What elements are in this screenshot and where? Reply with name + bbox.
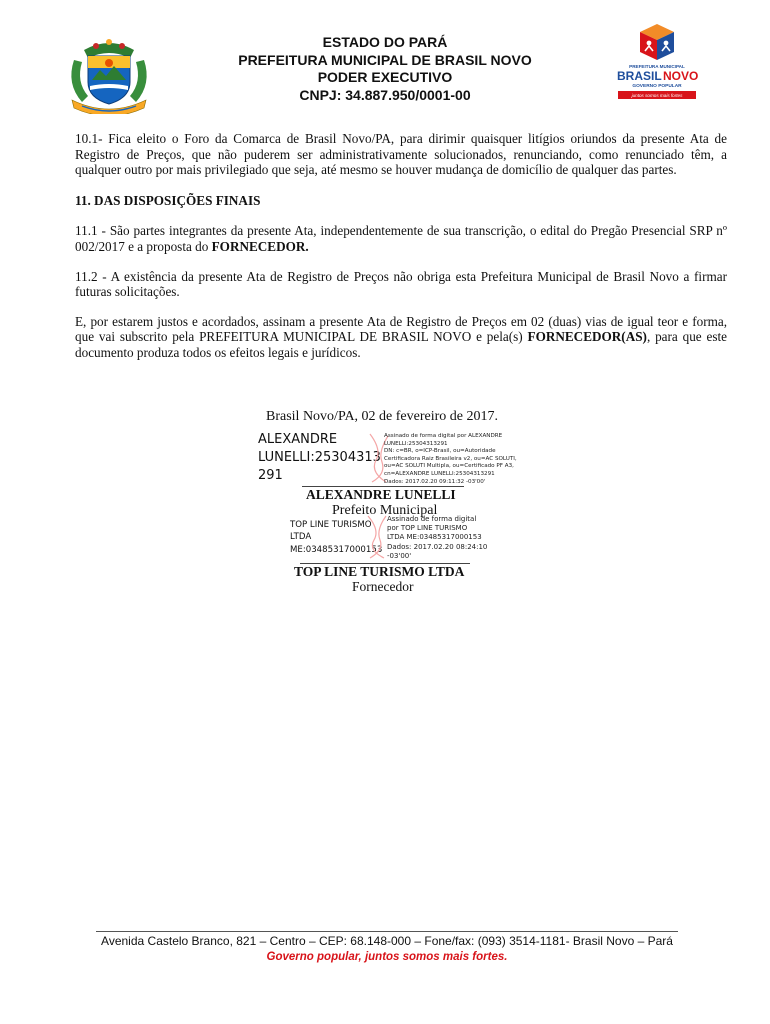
header-poder: PODER EXECUTIVO	[317, 69, 453, 85]
signature-1-detail-line: cn=ALEXANDRE LUNELLI:25304313291	[384, 470, 495, 477]
logo-name-a: BRASIL	[617, 69, 662, 83]
signature-2-signer: TOP LINE TURISMO LTDA	[294, 564, 465, 579]
signature-1-detail-line: Certificadora Raiz Brasileira v2, ou=AC SOLUTI,	[384, 455, 517, 462]
header-state: ESTADO DO PARÁ	[322, 34, 448, 50]
logo-top-text: PREFEITURA MUNICIPAL	[629, 64, 685, 69]
signature-2-role: Fornecedor	[352, 579, 414, 594]
logo-tagline: juntos somos mais fortes	[631, 93, 683, 98]
signature-2-detail-line: LTDA ME:03485317000153	[387, 533, 482, 542]
municipal-crest-icon	[66, 36, 152, 114]
signature-2-detail-line: -03'00'	[387, 551, 412, 560]
footer-address: Avenida Castelo Branco, 821 – Centro – CEP: 68.148-000 – Fone/fax: (093) 3514-1181- Brasil Novo – Pará	[101, 934, 673, 948]
signature-2-name-line: TOP LINE TURISMO	[290, 520, 372, 530]
signature-1-details	[384, 433, 517, 486]
paragraph-11-1-text: 11.1 - São partes integrantes da presente Ata, independentemente de sua transcrição, o edital do Pregão Presencial SRP nº 002/2017 e a proposta do	[75, 223, 727, 254]
document-body	[75, 131, 727, 361]
footer-slogan: Governo popular, juntos somos mais fortes.	[266, 951, 508, 963]
paragraph-closing	[75, 314, 727, 361]
signature-2-detail-line: Assinado de forma digital	[387, 515, 477, 523]
paragraph-closing-text: E, por estarem justos e acordados, assinam a presente Ata de Registro de Preços em 02 (duas) vias de igual teor e forma, que vai subscrito pela PREFEITURA MUNICIPAL DE BRASIL NOVO e pela(s)	[75, 313, 727, 345]
brasil-novo-logo	[612, 22, 702, 102]
signature-2-detail-line: por TOP LINE TURISMO	[387, 524, 468, 533]
paragraph-11-1-bold: FORNECEDOR.	[211, 238, 309, 254]
signature-1-detail-line: Dados: 2017.02.20 09:11:32 -03'00'	[384, 478, 486, 485]
header-prefeitura: PREFEITURA MUNICIPAL DE BRASIL NOVO	[238, 51, 532, 68]
signature-1-name-line: ALEXANDRE	[258, 432, 338, 447]
header-cnpj: CNPJ: 34.887.950/0001-00	[299, 86, 471, 103]
paragraph-closing-bold: FORNECEDOR(AS)	[527, 329, 647, 345]
signature-2-name-line: LTDA	[290, 532, 312, 543]
logo-name-b: NOVO	[663, 69, 699, 83]
footer-divider	[96, 931, 678, 932]
signature-2-name	[290, 519, 382, 556]
signature-1-role: Prefeito Municipal	[332, 503, 438, 518]
signature-1-detail-line: DN: c=BR, o=ICP-Brasil, ou=Autoridade	[384, 448, 496, 455]
signature-1-name-line: LUNELLI:25304313	[258, 450, 381, 465]
signature-1-signer: ALEXANDRE LUNELLI	[306, 487, 456, 502]
signature-1-name-line: 291	[258, 468, 283, 483]
signature-2-details	[387, 515, 497, 561]
paragraph-10-1: 10.1- Fica eleito o Foro da Comarca de Brasil Novo/PA, para dirimir quaisquer litígios oriundos da presente Ata de Registro de Preços, que não puderem ser administrativamente solucionados, renunciando, como renunciado têm, a qualquer outro por mais privilegiado que seja, até mesmo se houver mudança de domicílio de qualquer das partes.	[75, 131, 727, 178]
signature-2-detail-line: Dados: 2017.02.20 08:24:10	[387, 542, 488, 551]
signature-1-detail-line: ou=AC SOLUTI Multipla, ou=Certificado PF A3,	[384, 463, 514, 470]
signature-1-detail-line: Assinado de forma digital por ALEXANDRE	[384, 433, 503, 439]
logo-sub: GOVERNO POPULAR	[632, 84, 682, 89]
document-header	[200, 34, 570, 104]
signature-1-detail-line: LUNELLI:25304313291	[384, 440, 448, 447]
signature-1-name	[258, 431, 381, 485]
section-heading-11: 11. DAS DISPOSIÇÕES FINAIS	[75, 192, 261, 208]
paragraph-closing-end: , para que este documento produza todos os efeitos legais e jurídicos.	[75, 329, 727, 360]
signature-2-name-line: ME:03485317000153	[290, 544, 383, 555]
paragraph-11-1	[75, 223, 727, 254]
paragraph-11-2: 11.2 - A existência da presente Ata de Registro de Preços não obriga esta Prefeitura Municipal de Brasil Novo a firmar futuras solicitações.	[75, 268, 727, 300]
city-date: Brasil Novo/PA, 02 de fevereiro de 2017.	[266, 409, 498, 424]
